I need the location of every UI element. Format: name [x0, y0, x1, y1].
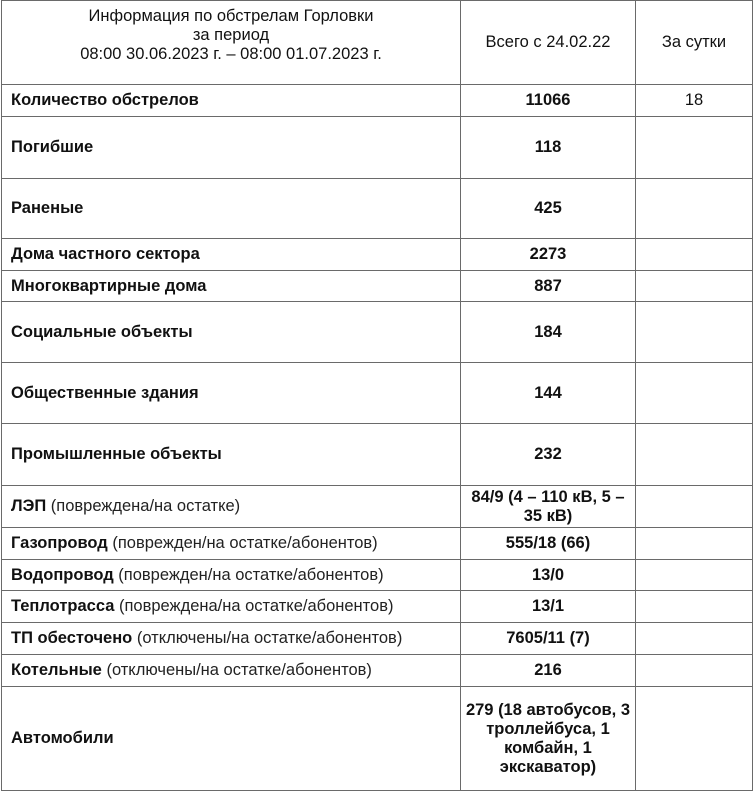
row-total-value: 7605/11 (7) — [506, 629, 590, 647]
row-label-main: Общественные здания — [11, 383, 199, 402]
row-day-value — [636, 687, 753, 791]
shelling-info-table — [1, 0, 753, 791]
header-title-line-3: 08:00 30.06.2023 г. – 08:00 01.07.2023 г. — [80, 45, 382, 63]
row-label — [2, 85, 461, 117]
row-label-main: Погибшие — [11, 138, 94, 156]
row-day-value — [636, 363, 753, 424]
row-total-value: 118 — [534, 138, 562, 156]
table-row — [2, 271, 753, 302]
row-label-sub: (отключены/на остатке/абонентов) — [132, 629, 403, 647]
header-title-cell — [2, 1, 461, 85]
header-total-cell: Всего с 24.02.22 — [461, 1, 636, 85]
row-label — [2, 560, 461, 591]
row-total-value: 11066 — [525, 91, 571, 109]
row-label-main: Промышленные объекты — [11, 445, 222, 463]
row-total-cell — [461, 560, 636, 591]
row-day-value — [636, 655, 753, 687]
table-row — [2, 560, 753, 591]
row-day-value — [636, 117, 753, 179]
table-row — [2, 655, 753, 687]
row-total-cell — [461, 85, 636, 117]
row-total-cell — [461, 486, 636, 528]
row-label — [2, 591, 461, 623]
row-total-cell — [461, 271, 636, 302]
row-label-main: Многоквартирные дома — [11, 276, 207, 295]
row-label-main: Водопровод — [11, 565, 114, 584]
table-row — [2, 117, 753, 179]
row-label-main: Газопровод — [11, 534, 108, 552]
row-label — [2, 655, 461, 687]
row-label — [2, 424, 461, 486]
row-label — [2, 117, 461, 179]
row-day-value — [636, 179, 753, 239]
row-label-main: ТП обесточено — [11, 629, 133, 647]
row-total-cell — [461, 623, 636, 655]
row-label — [2, 239, 461, 271]
row-total-cell — [461, 302, 636, 363]
row-day-value — [636, 591, 753, 623]
table-row — [2, 528, 753, 560]
row-label-main: Теплотрасса — [11, 597, 115, 615]
header-day-cell: За сутки — [636, 1, 753, 85]
row-day-value: 18 — [636, 85, 753, 117]
table-row — [2, 363, 753, 424]
row-total-cell — [461, 117, 636, 179]
row-total-value: 13/1 — [531, 597, 565, 615]
row-total-value: 13/0 — [531, 565, 565, 584]
row-day-value — [636, 271, 753, 302]
row-label-main: Котельные — [11, 661, 102, 679]
table-row — [2, 591, 753, 623]
row-total-value: 2273 — [529, 245, 567, 263]
row-day-value — [636, 424, 753, 486]
row-day-value — [636, 302, 753, 363]
row-label-main: Раненые — [11, 199, 84, 217]
row-label — [2, 271, 461, 302]
table-row — [2, 302, 753, 363]
row-label-main: Автомобили — [11, 729, 114, 747]
row-total-cell — [461, 179, 636, 239]
row-label — [2, 179, 461, 239]
row-label-sub: (повреждена/на остатке/абонентов) — [114, 597, 394, 615]
row-label — [2, 687, 461, 791]
header-row — [2, 1, 753, 85]
row-label — [2, 486, 461, 528]
row-total-cell — [461, 239, 636, 271]
table-row — [2, 486, 753, 528]
row-total-value: 216 — [534, 661, 562, 679]
row-total-cell — [461, 591, 636, 623]
row-total-cell — [461, 363, 636, 424]
table-row — [2, 424, 753, 486]
row-label — [2, 623, 461, 655]
row-total-value: 555/18 (66) — [505, 534, 591, 552]
row-label — [2, 302, 461, 363]
row-day-value — [636, 239, 753, 271]
row-day-value — [636, 486, 753, 528]
table-row — [2, 687, 753, 791]
row-total-value: 279 (18 автобусов, 3 троллейбуса, 1 комбайн, 1 экскаватор) — [465, 700, 631, 776]
row-label-main: Количество обстрелов — [11, 91, 199, 109]
table-row — [2, 239, 753, 271]
row-total-cell — [461, 687, 636, 791]
row-label-main: ЛЭП — [11, 497, 47, 515]
row-day-value — [636, 560, 753, 591]
row-label-main: Социальные объекты — [11, 322, 193, 341]
row-label-sub: (поврежден/на остатке/абонентов) — [113, 565, 384, 584]
row-day-value — [636, 623, 753, 655]
row-total-value: 184 — [534, 322, 562, 341]
row-total-value: 84/9 (4 – 110 кВ, 5 – 35 кВ) — [471, 487, 625, 525]
table-row — [2, 179, 753, 239]
row-total-value: 887 — [534, 276, 562, 295]
row-day-value — [636, 528, 753, 560]
row-label-sub: (поврежден/на остатке/абонентов) — [107, 534, 378, 552]
row-label-sub: (отключены/на остатке/абонентов) — [101, 661, 372, 679]
row-label — [2, 363, 461, 424]
header-title-line-1: Информация по обстрелам Горловки — [88, 7, 374, 25]
row-total-value: 232 — [534, 445, 562, 463]
row-label-sub: (повреждена/на остатке) — [46, 497, 241, 515]
row-total-value: 144 — [534, 383, 562, 402]
row-label — [2, 528, 461, 560]
header-title-line-2: за период — [192, 26, 270, 44]
row-total-cell — [461, 424, 636, 486]
row-total-value: 425 — [534, 199, 562, 217]
row-total-cell — [461, 655, 636, 687]
row-total-cell — [461, 528, 636, 560]
table-row — [2, 85, 753, 117]
row-label-main: Дома частного сектора — [11, 245, 200, 263]
table-row — [2, 623, 753, 655]
